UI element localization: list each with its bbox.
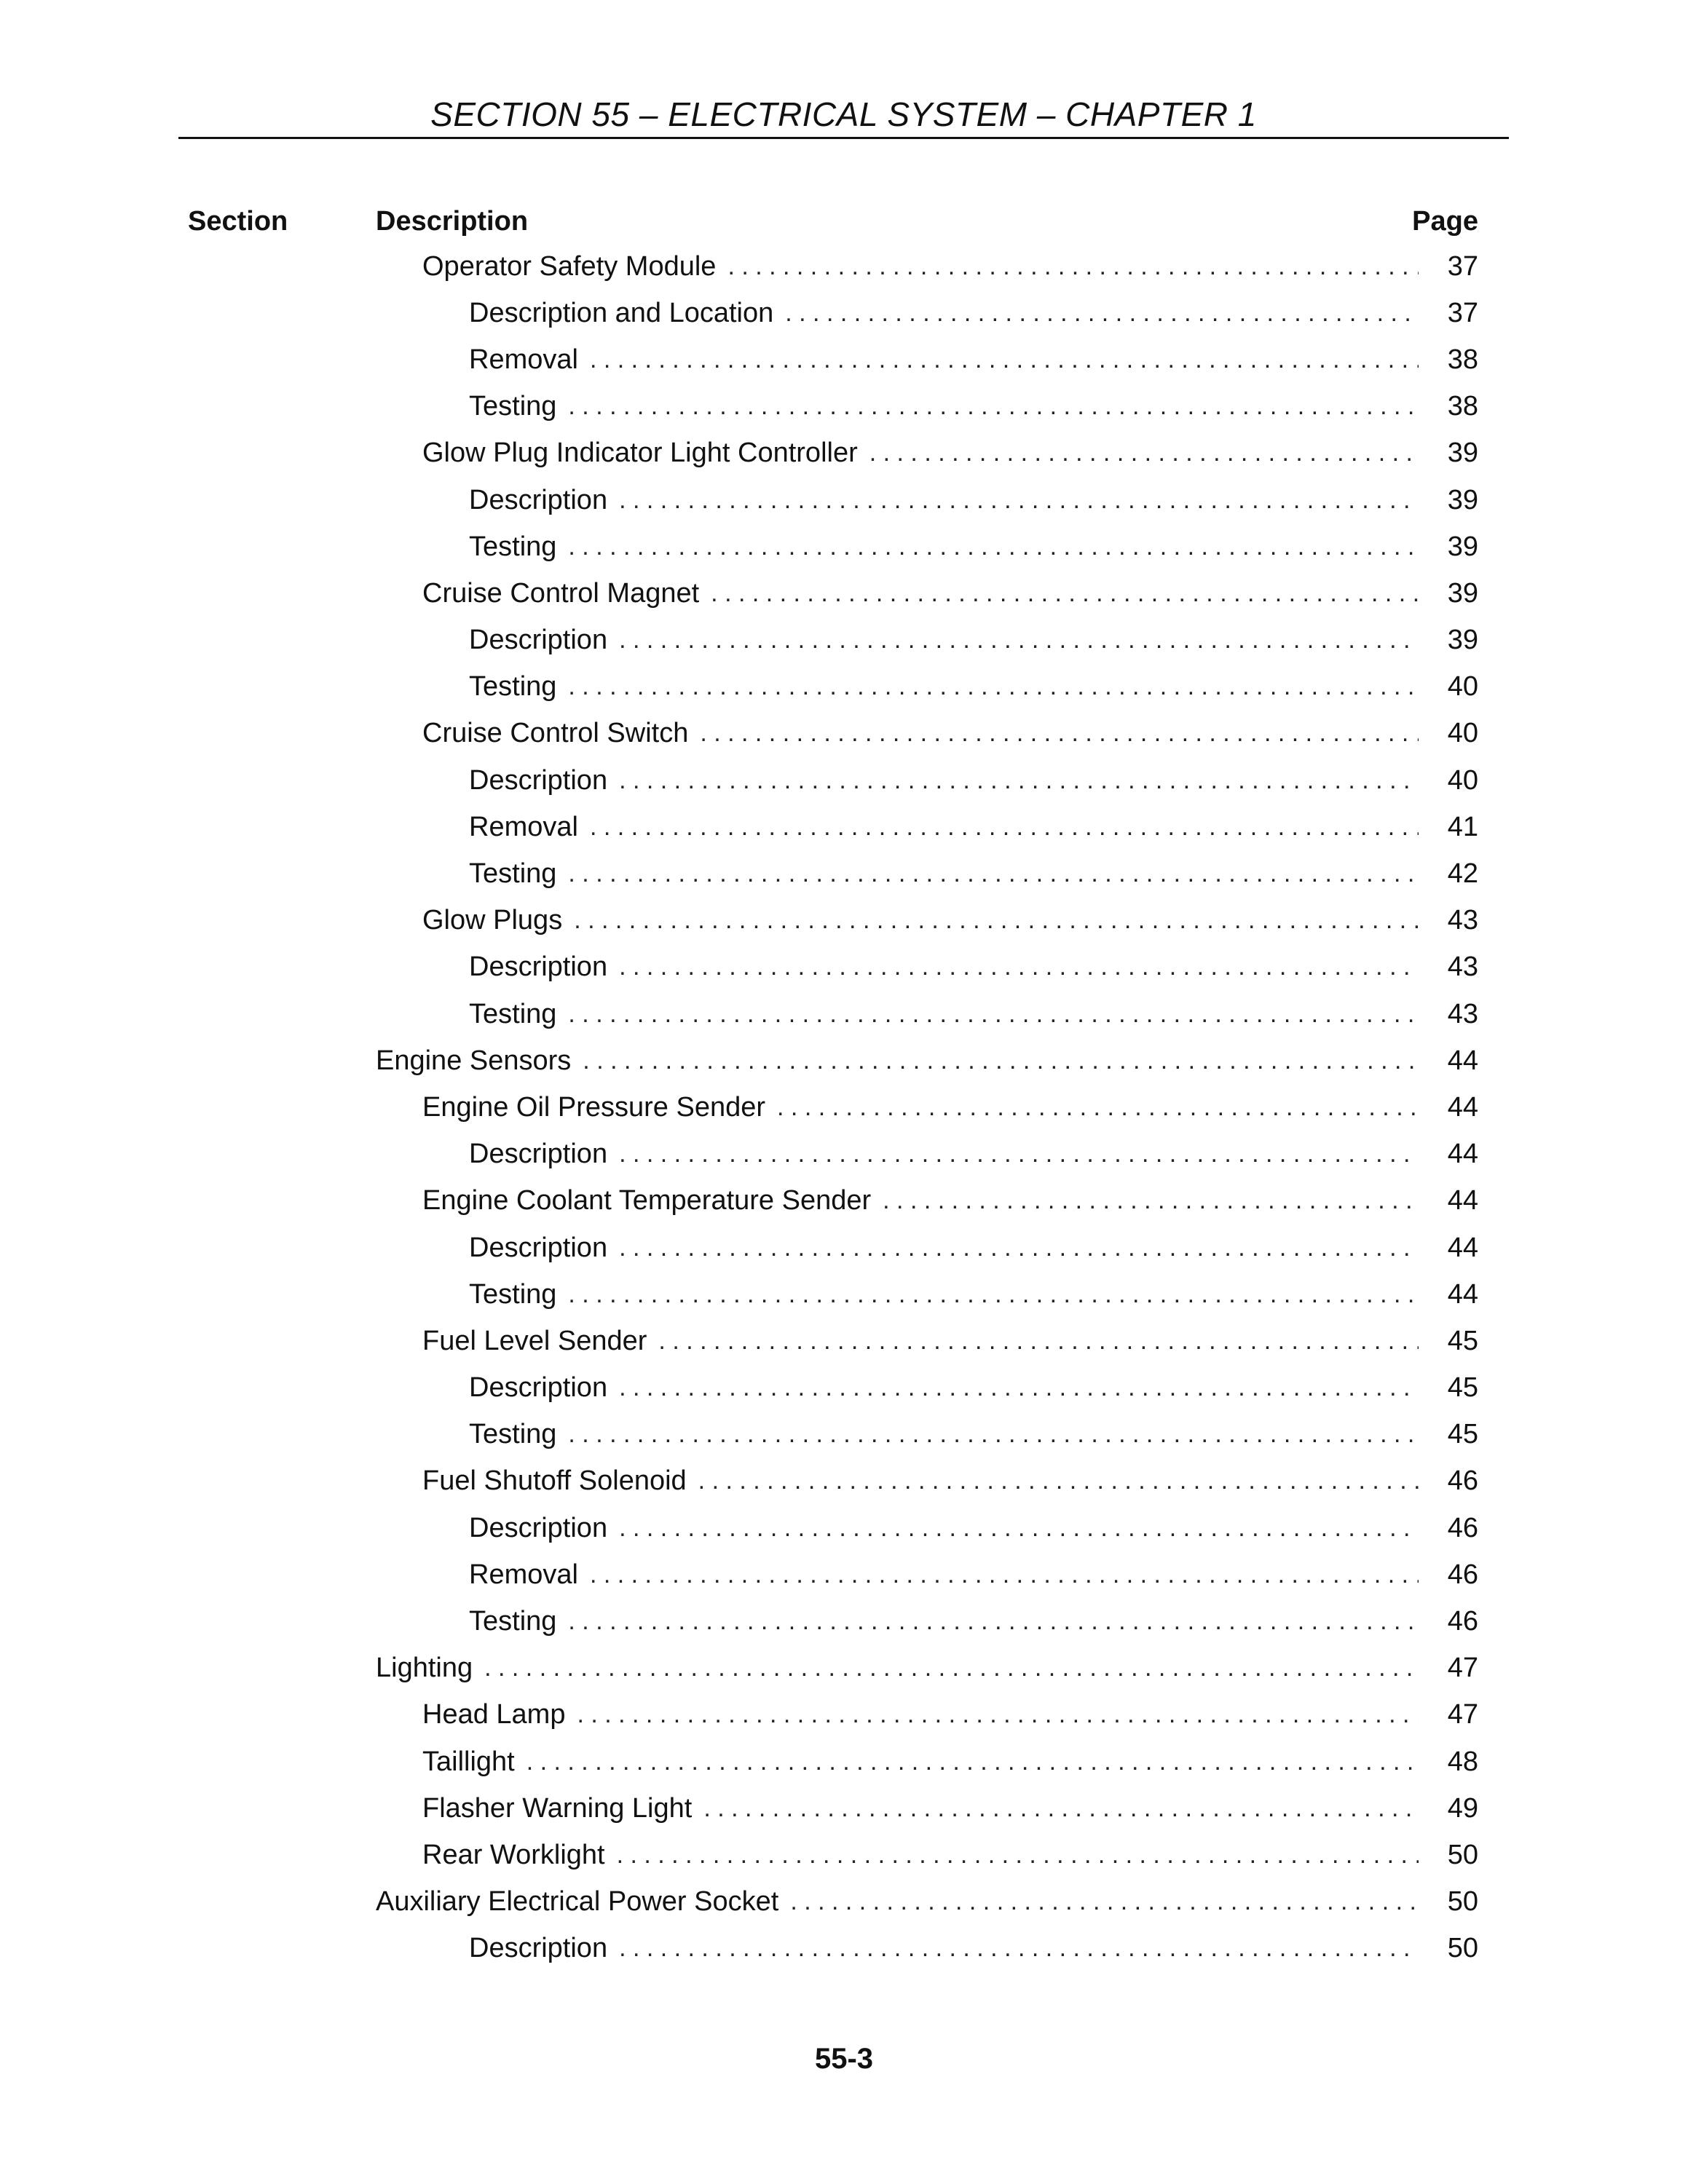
table-of-contents <box>376 243 1478 1972</box>
dot-leader <box>777 1093 1419 1122</box>
dot-leader <box>619 1234 1419 1262</box>
toc-entry-title: Engine Coolant Temperature Sender <box>422 1185 872 1216</box>
dot-leader <box>568 1607 1419 1636</box>
toc-entry <box>376 898 1478 944</box>
toc-entry <box>376 850 1478 897</box>
toc-entry-title: Operator Safety Module <box>422 250 717 282</box>
toc-entry-page: 42 <box>1447 858 1478 890</box>
toc-entry-page: 50 <box>1447 1839 1478 1870</box>
dot-leader <box>619 1374 1419 1402</box>
toc-entry <box>376 243 1478 290</box>
toc-entry-title: Auxiliary Electrical Power Socket <box>376 1886 779 1918</box>
toc-entry <box>376 1412 1478 1458</box>
dot-leader <box>568 673 1419 701</box>
toc-entry-title: Rear Worklight <box>422 1839 605 1870</box>
toc-entry <box>376 1692 1478 1738</box>
toc-entry <box>376 1551 1478 1598</box>
toc-entry-title: Testing <box>469 1606 557 1637</box>
toc-entry <box>376 523 1478 570</box>
toc-entry-page: 39 <box>1447 484 1478 515</box>
column-header-description: Description <box>376 206 529 237</box>
toc-entry <box>376 711 1478 757</box>
toc-entry-title: Description <box>469 1512 608 1543</box>
toc-entry-title: Removal <box>469 1559 578 1590</box>
dot-leader <box>583 1047 1419 1075</box>
toc-entry-title: Description and Location <box>469 297 774 328</box>
toc-entry-title: Lighting <box>376 1653 473 1684</box>
toc-entry <box>376 664 1478 711</box>
dot-leader <box>727 253 1419 281</box>
toc-entry-page: 43 <box>1447 951 1478 983</box>
dot-leader <box>568 1281 1419 1309</box>
toc-entry-page: 44 <box>1447 1045 1478 1076</box>
dot-leader <box>619 767 1419 795</box>
toc-entry-title: Head Lamp <box>422 1699 566 1730</box>
toc-entry-page: 40 <box>1447 718 1478 749</box>
toc-entry-page: 41 <box>1447 811 1478 842</box>
toc-entry-page: 47 <box>1447 1699 1478 1730</box>
toc-entry-title: Description <box>469 1139 608 1170</box>
toc-entry-page: 44 <box>1447 1185 1478 1216</box>
toc-entry <box>376 1832 1478 1878</box>
toc-entry <box>376 384 1478 430</box>
toc-entry-page: 44 <box>1447 1091 1478 1123</box>
toc-entry-title: Testing <box>469 998 557 1029</box>
toc-entry-page: 46 <box>1447 1606 1478 1637</box>
toc-entry-title: Testing <box>469 391 557 422</box>
dot-leader <box>619 1934 1419 1963</box>
toc-entry-page: 46 <box>1447 1512 1478 1543</box>
toc-entry <box>376 1785 1478 1832</box>
toc-entry-title: Testing <box>469 1419 557 1450</box>
dot-leader <box>700 719 1419 748</box>
toc-entry-page: 38 <box>1447 344 1478 375</box>
dot-leader <box>574 906 1419 935</box>
dot-leader <box>568 392 1419 421</box>
dot-leader <box>568 860 1419 888</box>
toc-entry-title: Cruise Control Magnet <box>422 577 700 609</box>
toc-entry <box>376 991 1478 1037</box>
toc-entry-page: 50 <box>1447 1886 1478 1918</box>
toc-entry <box>376 336 1478 383</box>
header-rule <box>178 137 1509 139</box>
toc-entry-title: Testing <box>469 1278 557 1310</box>
dot-leader <box>698 1467 1419 1495</box>
dot-leader <box>568 1420 1419 1449</box>
toc-entry <box>376 1365 1478 1412</box>
toc-entry-title: Flasher Warning Light <box>422 1792 693 1824</box>
page-header-title: SECTION 55 – ELECTRICAL SYSTEM – CHAPTER 1 <box>430 95 1257 133</box>
toc-entry-title: Description <box>469 484 608 515</box>
dot-leader <box>883 1187 1419 1215</box>
toc-entry <box>376 617 1478 664</box>
dot-leader <box>619 1514 1419 1543</box>
toc-entry-title: Glow Plugs <box>422 905 563 936</box>
toc-entry-title: Description <box>469 625 608 656</box>
toc-entry-page: 37 <box>1447 297 1478 328</box>
dot-leader <box>869 439 1419 467</box>
dot-leader <box>785 299 1419 328</box>
toc-entry-page: 40 <box>1447 764 1478 796</box>
toc-entry <box>376 1084 1478 1131</box>
footer-page-number: 55-3 <box>814 2043 874 2075</box>
toc-entry <box>376 477 1478 523</box>
toc-entry-page: 39 <box>1447 625 1478 656</box>
toc-entry-title: Engine Sensors <box>376 1045 572 1076</box>
toc-entry <box>376 1879 1478 1926</box>
column-header-page: Page <box>1412 206 1478 237</box>
toc-entry-page: 45 <box>1447 1372 1478 1404</box>
dot-leader <box>590 346 1419 374</box>
toc-entry-title: Testing <box>469 531 557 562</box>
toc-entry-title: Removal <box>469 811 578 842</box>
dot-leader <box>619 486 1419 515</box>
toc-entry-page: 39 <box>1447 577 1478 609</box>
toc-entry-page: 39 <box>1447 531 1478 562</box>
toc-entry-page: 47 <box>1447 1653 1478 1684</box>
toc-entry <box>376 1598 1478 1645</box>
toc-entry-page: 38 <box>1447 391 1478 422</box>
dot-leader <box>568 1000 1419 1029</box>
toc-entry-title: Engine Oil Pressure Sender <box>422 1091 766 1123</box>
toc-entry <box>376 290 1478 336</box>
toc-entry <box>376 1738 1478 1785</box>
toc-entry-title: Glow Plug Indicator Light Controller <box>422 438 858 469</box>
dot-leader <box>790 1888 1419 1916</box>
toc-entry-page: 44 <box>1447 1139 1478 1170</box>
toc-entry-page: 37 <box>1447 250 1478 282</box>
column-header-section: Section <box>188 206 288 237</box>
toc-entry <box>376 1458 1478 1505</box>
dot-leader <box>619 1140 1419 1168</box>
toc-entry-title: Description <box>469 1933 608 1964</box>
toc-entry <box>376 1505 1478 1551</box>
toc-entry-title: Testing <box>469 858 557 890</box>
toc-entry-page: 44 <box>1447 1232 1478 1263</box>
toc-entry-title: Description <box>469 764 608 796</box>
toc-entry <box>376 1318 1478 1364</box>
toc-entry <box>376 1178 1478 1224</box>
toc-entry-title: Cruise Control Switch <box>422 718 689 749</box>
toc-entry-page: 43 <box>1447 905 1478 936</box>
toc-entry <box>376 1224 1478 1271</box>
toc-entry-title: Description <box>469 1232 608 1263</box>
dot-leader <box>526 1748 1419 1776</box>
toc-entry-page: 45 <box>1447 1419 1478 1450</box>
toc-entry-page: 44 <box>1447 1278 1478 1310</box>
dot-leader <box>484 1654 1419 1682</box>
toc-entry-title: Removal <box>469 344 578 375</box>
toc-entry <box>376 1131 1478 1178</box>
toc-entry <box>376 1037 1478 1084</box>
dot-leader <box>590 1561 1419 1589</box>
toc-entry-title: Fuel Level Sender <box>422 1325 647 1356</box>
toc-entry-page: 49 <box>1447 1792 1478 1824</box>
dot-leader <box>617 1841 1419 1870</box>
dot-leader <box>658 1327 1419 1356</box>
toc-entry-page: 40 <box>1447 671 1478 703</box>
toc-entry-page: 43 <box>1447 998 1478 1029</box>
dot-leader <box>568 533 1419 561</box>
toc-entry-page: 39 <box>1447 438 1478 469</box>
dot-leader <box>577 1701 1419 1729</box>
dot-leader <box>711 579 1419 608</box>
toc-entry-title: Description <box>469 951 608 983</box>
toc-entry <box>376 944 1478 991</box>
dot-leader <box>590 813 1419 842</box>
toc-entry <box>376 1926 1478 1972</box>
toc-entry <box>376 804 1478 850</box>
toc-entry-page: 45 <box>1447 1325 1478 1356</box>
toc-entry <box>376 757 1478 804</box>
toc-entry-title: Taillight <box>422 1746 515 1777</box>
toc-entry <box>376 430 1478 477</box>
toc-entry <box>376 1271 1478 1318</box>
dot-leader <box>619 953 1419 981</box>
toc-entry-page: 46 <box>1447 1465 1478 1497</box>
toc-entry-title: Fuel Shutoff Solenoid <box>422 1465 687 1497</box>
toc-entry-page: 48 <box>1447 1746 1478 1777</box>
toc-entry <box>376 570 1478 617</box>
toc-entry-title: Testing <box>469 671 557 703</box>
toc-entry-title: Description <box>469 1372 608 1404</box>
dot-leader <box>703 1795 1419 1823</box>
dot-leader <box>619 626 1419 654</box>
toc-entry <box>376 1645 1478 1692</box>
toc-entry-page: 50 <box>1447 1933 1478 1964</box>
toc-entry-page: 46 <box>1447 1559 1478 1590</box>
